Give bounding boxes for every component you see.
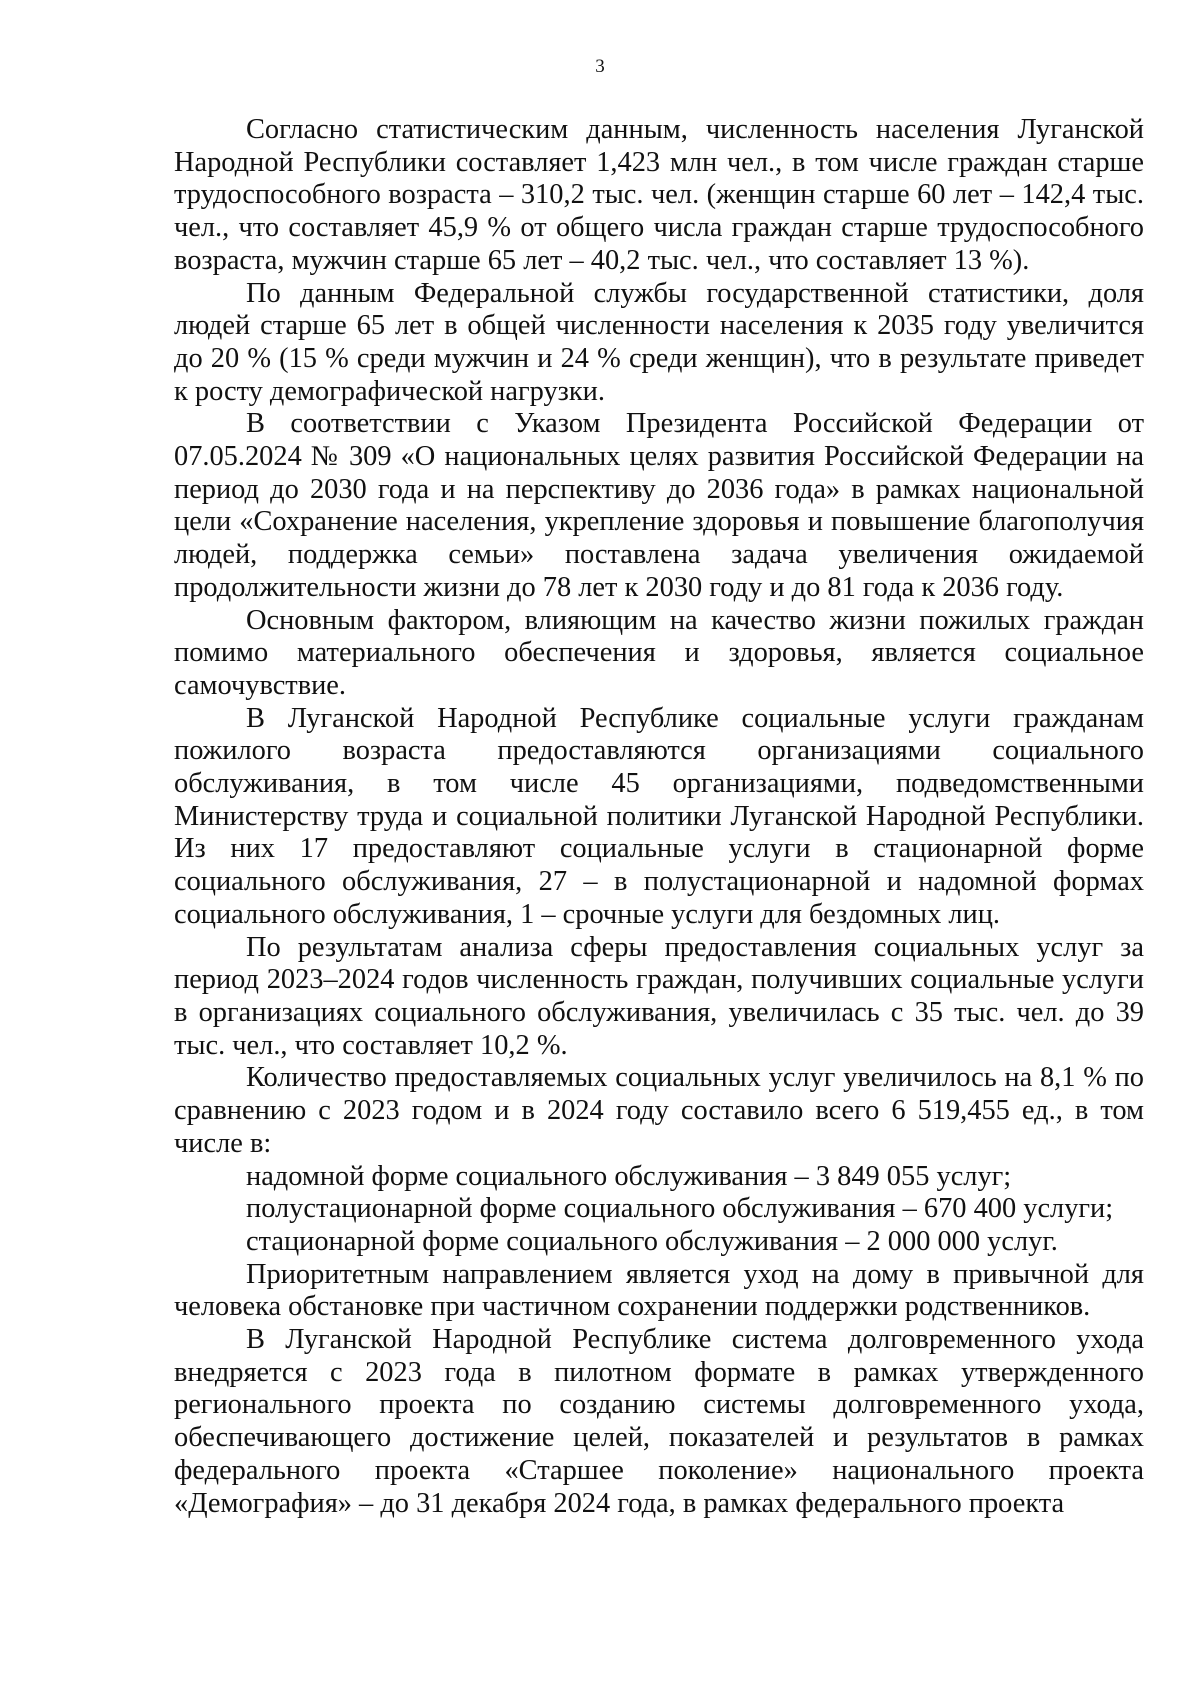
paragraph-analysis-results: По результатам анализа сферы предоставления социальных услуг за период 2023–2024 годов численность граждан, получивших социальные услуги в организациях социального обслуживания, увеличилась с 35 тыс. чел. до 39 тыс. чел., что составляет 10,2 %.: [174, 931, 1144, 1061]
paragraph-services-count: Количество предоставляемых социальных услуг увеличилось на 8,1 % по сравнению с 2023 годом и в 2024 году составило всего 6 519,455 ед., в том числе в:: [174, 1062, 1144, 1159]
document-body: [174, 114, 1144, 1520]
paragraph-population-statistics: Согласно статистическим данным, численность населения Луганской Народной Республики составляет 1,423 млн чел., в том числе граждан старше трудоспособного возраста – 310,2 тыс. чел. (женщин старше 60 лет – 142,4 тыс. чел., что составляет 45,9 % от общего числа граждан старше трудоспособного возраста, мужчин старше 65 лет – 40,2 тыс. чел., что составляет 13 %).: [174, 114, 1144, 276]
paragraph-long-term-care: В Луганской Народной Республике система долговременного ухода внедряется с 2023 года в пилотном формате в рамках утвержденного регионального проекта по созданию системы долговременного ухода, обеспечивающего достижение целей, показателей и результатов в рамках федерального проекта «Старшее поколение» национального проекта «Демография» – до 31 декабря 2024 года, в рамках федерального проекта: [174, 1324, 1144, 1519]
list-item-home-form: надомной форме социального обслуживания – 3 849 055 услуг;: [246, 1160, 1012, 1192]
paragraph-rosstat-forecast: По данным Федеральной службы государственной статистики, доля людей старше 65 лет в общей численности населения к 2035 году увеличится до 20 % (15 % среди мужчин и 24 % среди женщин), что в результате приведет к росту демографической нагрузки.: [174, 277, 1144, 407]
paragraph-social-wellbeing: Основным фактором, влияющим на качество жизни пожилых граждан помимо материального обеспечения и здоровья, является социальное самочувствие.: [174, 604, 1144, 701]
page-number: 3: [595, 56, 605, 77]
paragraph-presidential-decree: В соответствии с Указом Президента Российской Федерации от 07.05.2024 № 309 «О национальных целях развития Российской Федерации на период до 2030 года и на перспективу до 2036 года» в рамках национальной цели «Сохранение населения, укрепление здоровья и повышение благополучия людей, поддержка семьи» поставлена задача увеличения ожидаемой продолжительности жизни до 78 лет к 2030 году и до 81 года к 2036 году.: [174, 408, 1144, 603]
list-item-semi-stationary-form: полустационарной форме социального обслуживания – 670 400 услуги;: [246, 1193, 1114, 1225]
paragraph-home-care-priority: Приоритетным направлением является уход на дому в привычной для человека обстановке при частичном сохранении поддержки родственников.: [174, 1258, 1144, 1323]
paragraph-service-organizations: В Луганской Народной Республике социальные услуги гражданам пожилого возраста предоставляются организациями социального обслуживания, в том числе 45 организациями, подведомственными Министерству труда и социальной политики Луганской Народной Республики. Из них 17 предоставляют социальные услуги в стационарной форме социального обслуживания, 27 – в полустационарной и надомной формах социального обслуживания, 1 – срочные услуги для бездомных лиц.: [174, 702, 1144, 930]
list-item-stationary-form: стационарной форме социального обслуживания – 2 000 000 услуг.: [246, 1225, 1058, 1257]
